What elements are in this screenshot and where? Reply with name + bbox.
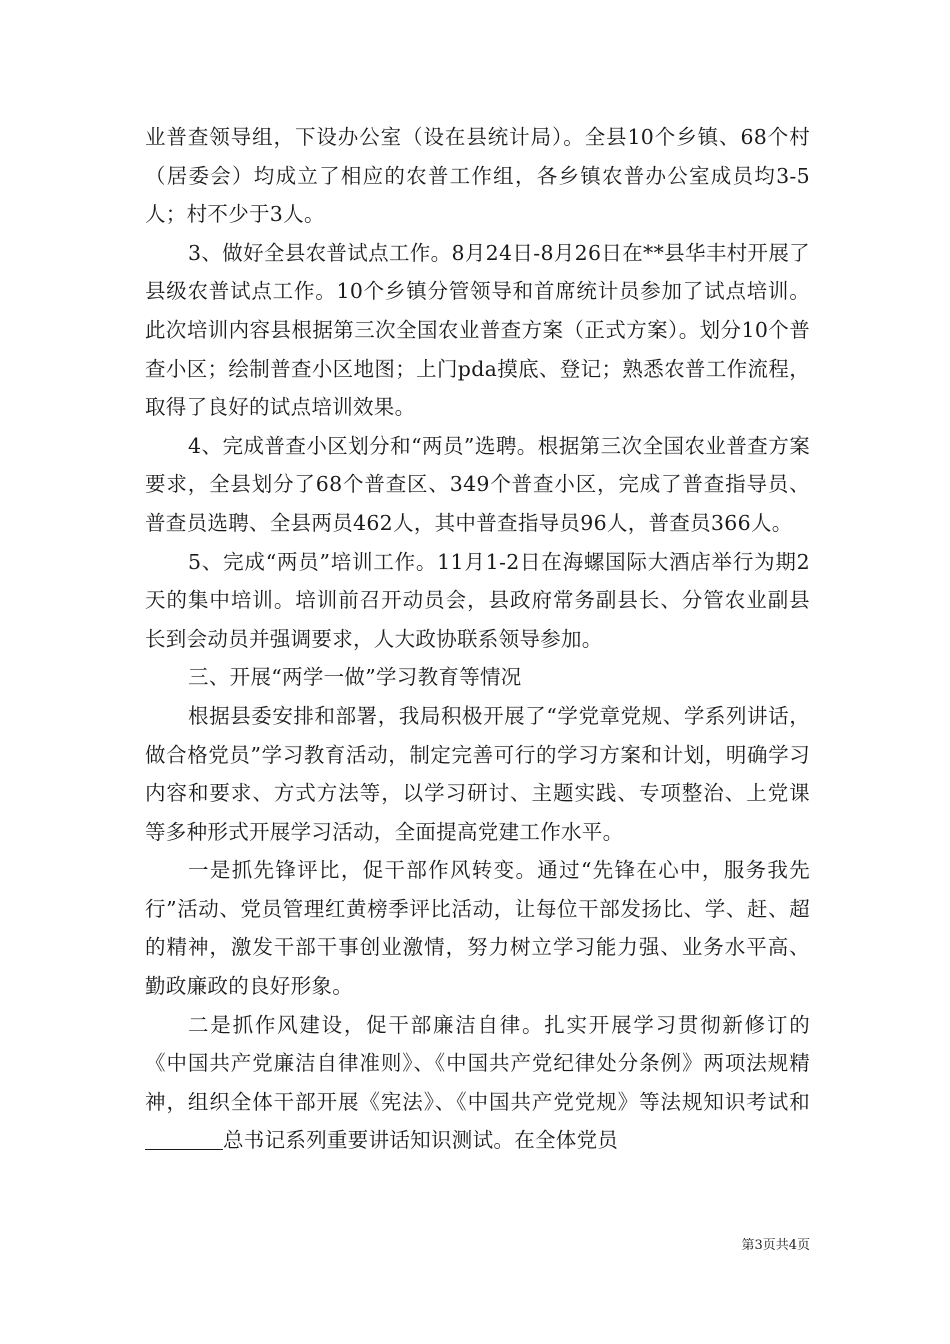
paragraph-4: 5、完成“两员”培训工作。11月1-2日在海螺国际大酒店举行为期2天的集中培训。培训前召开动员会，县政府常务副县长、分管农业副县长到会动员并强调要求，人大政协联系领导参加。 xyxy=(145,549,810,651)
paragraph-7 xyxy=(145,1006,810,1160)
paragraph-3: 4、完成普查小区划分和“两员”选聘。根据第三次全国农业普查方案要求，全县划分了68个普查区、349个普查小区，完成了普查指导员、普查员选聘、全县两员462人，其中普查指导员96人，普查员366人。 xyxy=(145,433,810,535)
fill-in-blank-line xyxy=(145,1129,223,1151)
paragraph-6: 一是抓先锋评比，促干部作风转变。通过“先锋在心中，服务我先行”活动、党员管理红黄榜季评比活动，让每位干部发扬比、学、赶、超的精神，激发干部干事创业激情，努力树立学习能力强、业务水平高、勤政廉政的良好形象。 xyxy=(145,858,810,999)
paragraph-1: 业普查领导组，下设办公室（设在县统计局）。全县10个乡镇、68个村（居委会）均成立了相应的农普工作组，各乡镇农普办公室成员均3-5人；村不少于3人。 xyxy=(145,125,810,227)
paragraph-5: 根据县委安排和部署，我局积极开展了“学党章党规、学系列讲话，做合格党员”学习教育活动，制定完善可行的学习方案和计划，明确学习内容和要求、方式方法等，以学习研讨、主题实践、专项整治、上党课等多种形式开展学习活动，全面提高党建工作水平。 xyxy=(145,703,810,844)
paragraph-7-text-after-blank: 总书记系列重要讲话知识测试。在全体党员 xyxy=(223,1128,619,1153)
section-heading: 三、开展“两学一做”学习教育等情况 xyxy=(188,665,522,690)
paragraph-2: 3、做好全县农普试点工作。8月24日-8月26日在**县华丰村开展了县级农普试点工作。10个乡镇分管领导和首席统计员参加了试点培训。此次培训内容县根据第三次全国农业普查方案（正式方案）。划分10个普查小区；绘制普查小区地图；上门pda摸底、登记；熟悉农普工作流程，取得了良好的试点培训效果。 xyxy=(145,240,810,420)
page-number-footer: 第3页共4页 xyxy=(741,1238,810,1253)
paragraph-7-text-before-blank: 二是抓作风建设，促干部廉洁自律。扎实开展学习贯彻新修订的《中国共产党廉洁自律准则》、《中国共产党纪律处分条例》两项法规精神，组织全体干部开展《宪法》、《中国共产党党规》等法规知识考试和 xyxy=(145,1012,810,1114)
document-body xyxy=(145,118,810,1160)
